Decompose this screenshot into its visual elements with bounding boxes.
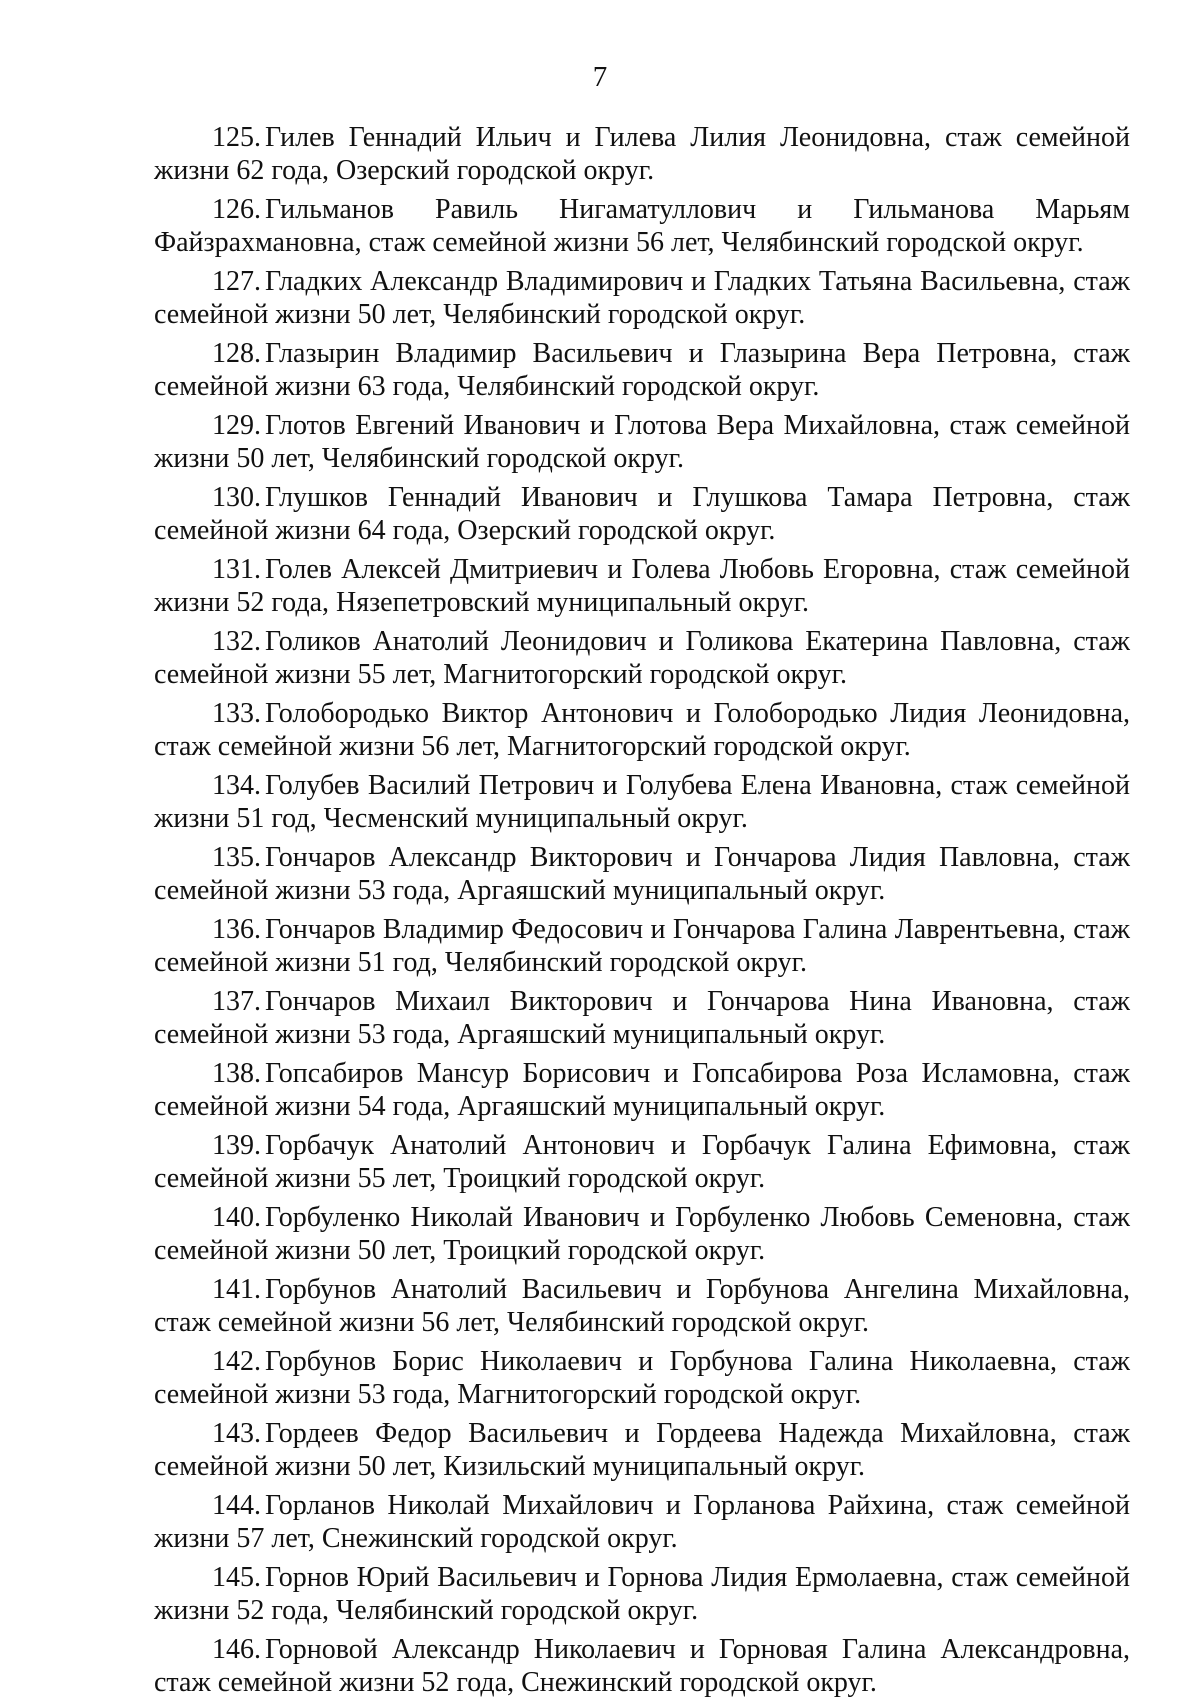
entry-number: 125. xyxy=(212,122,261,153)
entry-number: 126. xyxy=(212,194,261,225)
entry-number: 143. xyxy=(212,1418,261,1449)
list-item xyxy=(154,697,1130,763)
entry-number: 142. xyxy=(212,1346,261,1377)
list-item xyxy=(154,121,1130,187)
list-item xyxy=(154,481,1130,547)
entry-text: Горновой Александр Николаевич и Горновая Галина Александровна, стаж семейной жизни 52 года, Снежинский городской округ. xyxy=(154,1634,1130,1698)
entry-number: 146. xyxy=(212,1634,261,1665)
entry-text: Горбунов Борис Николаевич и Горбунова Галина Николаевна, стаж семейной жизни 53 года, Магнитогорский городской округ. xyxy=(154,1346,1130,1410)
entry-text: Глотов Евгений Иванович и Глотова Вера Михайловна, стаж семейной жизни 50 лет, Челябинский городской округ. xyxy=(154,410,1130,474)
entry-text: Глушков Геннадий Иванович и Глушкова Тамара Петровна, стаж семейной жизни 64 года, Озерский городской округ. xyxy=(154,482,1130,546)
list-item xyxy=(154,337,1130,403)
entry-number: 137. xyxy=(212,986,261,1017)
list-item xyxy=(154,409,1130,475)
entry-number: 135. xyxy=(212,842,261,873)
entry-number: 139. xyxy=(212,1130,261,1161)
entry-text: Горбуленко Николай Иванович и Горбуленко Любовь Семеновна, стаж семейной жизни 50 лет, Троицкий городской округ. xyxy=(154,1202,1130,1266)
entry-number: 144. xyxy=(212,1490,261,1521)
entry-list xyxy=(154,121,1130,1705)
entry-number: 138. xyxy=(212,1058,261,1089)
entry-text: Глазырин Владимир Васильевич и Глазырина Вера Петровна, стаж семейной жизни 63 года, Челябинский городской округ. xyxy=(154,338,1130,402)
entry-text: Гладких Александр Владимирович и Гладких Татьяна Васильевна, стаж семейной жизни 50 лет, Челябинский городской округ. xyxy=(154,266,1130,330)
list-item xyxy=(154,1273,1130,1339)
list-item xyxy=(154,1489,1130,1555)
entry-number: 128. xyxy=(212,338,261,369)
entry-text: Горбачук Анатолий Антонович и Горбачук Галина Ефимовна, стаж семейной жизни 55 лет, Троицкий городской округ. xyxy=(154,1130,1130,1194)
list-item xyxy=(154,553,1130,619)
list-item xyxy=(154,1201,1130,1267)
list-item xyxy=(154,1417,1130,1483)
list-item xyxy=(154,1057,1130,1123)
list-item xyxy=(154,1345,1130,1411)
entry-number: 130. xyxy=(212,482,261,513)
entry-text: Гончаров Владимир Федосович и Гончарова Галина Лаврентьевна, стаж семейной жизни 51 год, Челябинский городской округ. xyxy=(154,914,1130,978)
entry-text: Гилев Геннадий Ильич и Гилева Лилия Леонидовна, стаж семейной жизни 62 года, Озерский городской округ. xyxy=(154,122,1130,186)
entry-number: 131. xyxy=(212,554,261,585)
entry-text: Гордеев Федор Васильевич и Гордеева Надежда Михайловна, стаж семейной жизни 50 лет, Кизильский муниципальный округ. xyxy=(154,1418,1130,1482)
list-item xyxy=(154,841,1130,907)
list-item xyxy=(154,769,1130,835)
list-item xyxy=(154,625,1130,691)
entry-number: 129. xyxy=(212,410,261,441)
entry-text: Голубев Василий Петрович и Голубева Елена Ивановна, стаж семейной жизни 51 год, Чесменский муниципальный округ. xyxy=(154,770,1130,834)
list-item xyxy=(154,1561,1130,1627)
entry-number: 127. xyxy=(212,266,261,297)
entry-text: Горбунов Анатолий Васильевич и Горбунова Ангелина Михайловна, стаж семейной жизни 56 лет, Челябинский городской округ. xyxy=(154,1274,1130,1338)
entry-text: Гопсабиров Мансур Борисович и Гопсабирова Роза Исламовна, стаж семейной жизни 54 года, Аргаяшский муниципальный округ. xyxy=(154,1058,1130,1122)
list-item xyxy=(154,1633,1130,1699)
list-item xyxy=(154,265,1130,331)
list-item xyxy=(154,193,1130,259)
entry-text: Гончаров Александр Викторович и Гончарова Лидия Павловна, стаж семейной жизни 53 года, Аргаяшский муниципальный округ. xyxy=(154,842,1130,906)
entry-number: 136. xyxy=(212,914,261,945)
entry-text: Гильманов Равиль Нигаматуллович и Гильманова Марьям Файзрахмановна, стаж семейной жизни 56 лет, Челябинский городской округ. xyxy=(154,194,1130,258)
entry-number: 145. xyxy=(212,1562,261,1593)
entry-number: 140. xyxy=(212,1202,261,1233)
list-item xyxy=(154,1129,1130,1195)
entry-number: 133. xyxy=(212,698,261,729)
entry-text: Голиков Анатолий Леонидович и Голикова Екатерина Павловна, стаж семейной жизни 55 лет, Магнитогорский городской округ. xyxy=(154,626,1130,690)
list-item xyxy=(154,913,1130,979)
entry-text: Гончаров Михаил Викторович и Гончарова Нина Ивановна, стаж семейной жизни 53 года, Аргаяшский муниципальный округ. xyxy=(154,986,1130,1050)
entry-text: Горланов Николай Михайлович и Горланова Райхина, стаж семейной жизни 57 лет, Снежинский городской округ. xyxy=(154,1490,1130,1554)
entry-text: Голобородько Виктор Антонович и Голобородько Лидия Леонидовна, стаж семейной жизни 56 лет, Магнитогорский городской округ. xyxy=(154,698,1130,762)
entry-number: 141. xyxy=(212,1274,261,1305)
entry-number: 132. xyxy=(212,626,261,657)
page-number: 7 xyxy=(592,61,608,93)
list-item xyxy=(154,985,1130,1051)
entry-number: 134. xyxy=(212,770,261,801)
entry-text: Голев Алексей Дмитриевич и Голева Любовь Егоровна, стаж семейной жизни 52 года, Нязепетровский муниципальный округ. xyxy=(154,554,1130,618)
entry-text: Горнов Юрий Васильевич и Горнова Лидия Ермолаевна, стаж семейной жизни 52 года, Челябинский городской округ. xyxy=(154,1562,1130,1626)
